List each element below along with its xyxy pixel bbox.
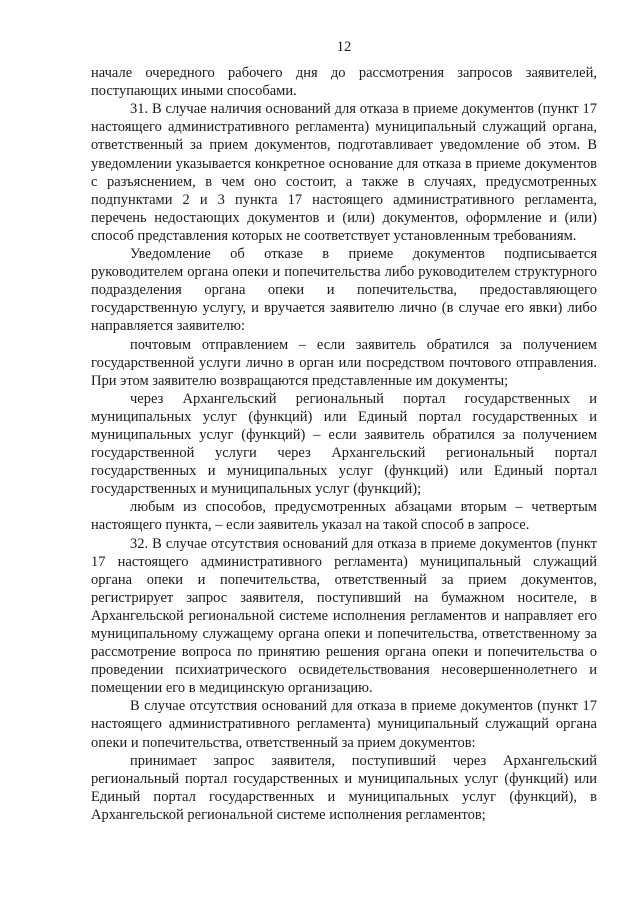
paragraph-accepts-request: принимает запрос заявителя, поступивший через Архангельский региональный портал государственных и муниципальных услуг (функций) или Единый портал государственных и муниципальных услуг (функций), в Архангельской региональной системе исполнения регламентов;: [91, 752, 597, 823]
paragraph-refusal-notice: Уведомление об отказе в приеме документов подписывается руководителем органа опеки и попечительства либо руководителем структурного подразделения органа опеки и попечительства, предоставляющего государственную услугу, и вручается заявителю лично (в случае его явки) либо направляется заявителю:: [91, 246, 597, 335]
paragraph-continuation: начале очередного рабочего дня до рассмотрения запросов заявителей, поступающих иными способами.: [91, 65, 597, 100]
paragraph-no-grounds: В случае отсутствия оснований для отказа в приеме документов (пункт 17 настоящего административного регламента) муниципальный служащий органа опеки и попечительства, ответственный за прием документов:: [91, 698, 597, 751]
document-page: [91, 38, 597, 824]
paragraph-31: 31. В случае наличия оснований для отказа в приеме документов (пункт 17 настоящего административного регламента) муниципальный служащий органа, ответственный за прием документов, подготавливает уведомление об этом. В уведомлении указывается конкретное основание для отказа в приеме документов с разъяснением, в чем оно состоит, а также в случаях, предусмотренных подпунктами 2 и 3 пункта 17 настоящего административного регламента, перечень недостающих документов и (или) документов, оформление и (или) способ представления которых не соответствует установленным требованиям.: [91, 101, 597, 244]
paragraph-any-method: любым из способов, предусмотренных абзацами вторым – четвертым настоящего пункта, – если заявитель указал на такой способ в запросе.: [91, 499, 597, 534]
page-number: 12: [336, 39, 352, 55]
paragraph-portal-delivery: через Архангельский региональный портал государственных и муниципальных услуг (функций) или Единый портал государственных и муниципальных услуг (функций) – если заявитель обратился за получением государственной услуги через Архангельский региональный портал государственных и муниципальных услуг (функций) или Единый портал государственных и муниципальных услуг (функций);: [91, 390, 597, 498]
paragraph-32: 32. В случае отсутствия оснований для отказа в приеме документов (пункт 17 настоящего административного регламента) муниципальный служащий органа опеки и попечительства, ответственный за прием документов, регистрирует запрос заявителя, поступивший на бумажном носителе, в Архангельской региональной системе исполнения регламентов и направляет его муниципальному служащему органа опеки и попечительства, ответственному за рассмотрение вопроса по принятию решения органа опеки и попечительства о проведении психиатрического освидетельствования несовершеннолетнего и помещении его в медицинскую организацию.: [91, 535, 597, 697]
paragraph-postal-delivery: почтовым отправлением – если заявитель обратился за получением государственной услуги лично в орган или посредством почтового отправления. При этом заявителю возвращаются представленные им документы;: [91, 336, 597, 389]
